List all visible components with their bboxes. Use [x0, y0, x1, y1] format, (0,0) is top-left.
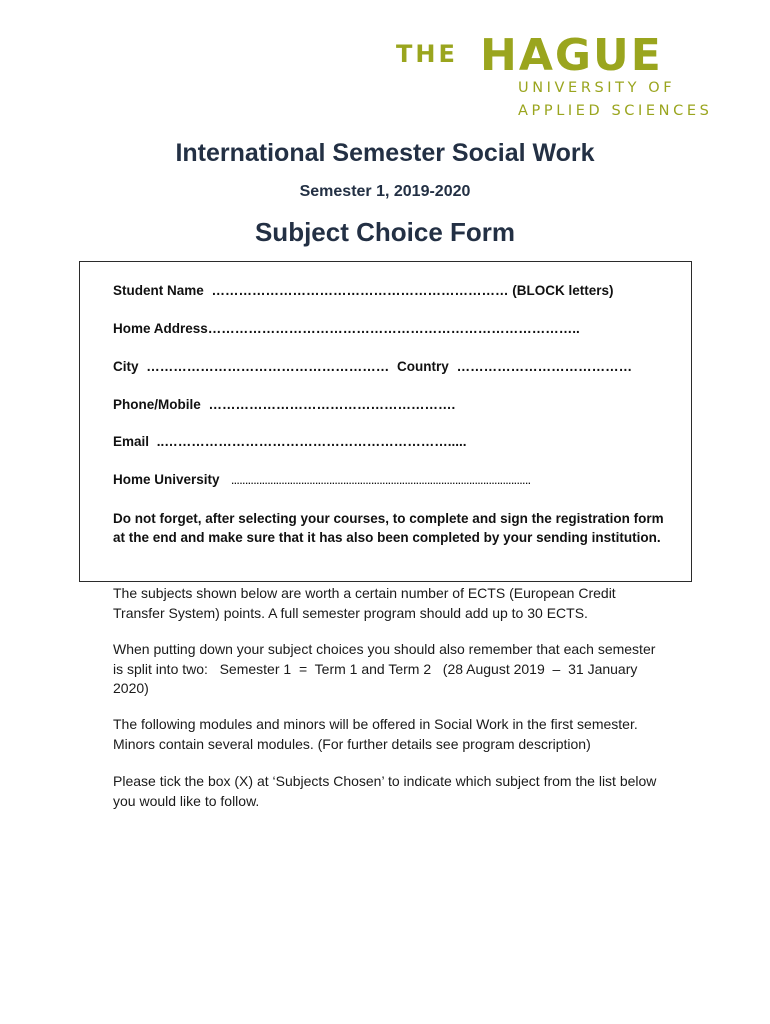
paragraph-line: Transfer System) points. A full semester program should add up to 30 ECTS. [113, 604, 588, 621]
tick-box-instruction [113, 772, 673, 811]
modules-paragraph [113, 715, 673, 754]
block-letters-note: (BLOCK letters) [512, 283, 614, 298]
home-university-label: Home University [113, 472, 220, 487]
student-name-field[interactable] [113, 283, 614, 298]
home-address-dots[interactable]: ……………………………………………………………………….. [207, 321, 580, 336]
paragraph-line: The subjects shown below are worth a certain number of ECTS (European Credit [113, 585, 616, 601]
logo-applied-sciences-line: APPLIED SCIENCES [518, 103, 713, 119]
home-university-dots[interactable]: ........................................................................................................... [231, 476, 531, 486]
logo-hague-text: HAGUE [480, 30, 663, 81]
paragraph-line: Please tick the box (X) at ‘Subjects Chosen’ to indicate which subject from the list below [113, 773, 657, 789]
email-label: Email [113, 434, 150, 449]
semester-subtitle: Semester 1, 2019-2020 [299, 183, 471, 200]
university-logo [396, 30, 736, 122]
phone-dots[interactable]: ………………………………………………. [208, 397, 456, 412]
email-dots[interactable]: ..………………………………………………………..... [156, 434, 467, 449]
page-title: International Semester Social Work [175, 139, 595, 167]
form-title: Subject Choice Form [254, 217, 516, 247]
logo-the-text: THE [396, 40, 458, 68]
paragraph-line: When putting down your subject choices you should also remember that each semester [113, 641, 656, 657]
paragraph-line: Minors contain several modules. (For further details see program description) [113, 735, 591, 752]
student-name-label: Student Name [113, 283, 204, 298]
home-address-label: Home Address [113, 321, 208, 336]
paragraph-line: is split into two: Semester 1 = Term 1 and Term 2 (28 August 2019 – 31 January [113, 660, 638, 677]
city-country-field[interactable] [113, 359, 632, 374]
logo-university-line: UNIVERSITY OF [518, 80, 676, 96]
semester-terms-paragraph [113, 640, 673, 699]
phone-field[interactable] [113, 397, 455, 412]
home-university-field[interactable] [113, 472, 531, 487]
city-dots[interactable]: ……………………………………………… [146, 359, 390, 374]
paragraph-line: you would like to follow. [113, 792, 260, 809]
phone-label: Phone/Mobile [113, 397, 201, 412]
country-dots[interactable]: ………………………………… [456, 359, 633, 374]
email-field[interactable] [113, 434, 467, 449]
student-name-dots[interactable]: ………………………………………………………… [211, 283, 509, 298]
country-label: Country [397, 359, 449, 374]
home-address-field[interactable] [113, 321, 580, 336]
paragraph-line: The following modules and minors will be offered in Social Work in the first semester. [113, 716, 638, 732]
city-label: City [113, 359, 139, 374]
ects-paragraph [113, 584, 673, 623]
paragraph-line: 2020) [113, 680, 149, 696]
registration-notice: Do not forget, after selecting your courses, to complete and sign the registration form at the end and make sure that it has also been completed by your sending institution. [113, 511, 664, 545]
